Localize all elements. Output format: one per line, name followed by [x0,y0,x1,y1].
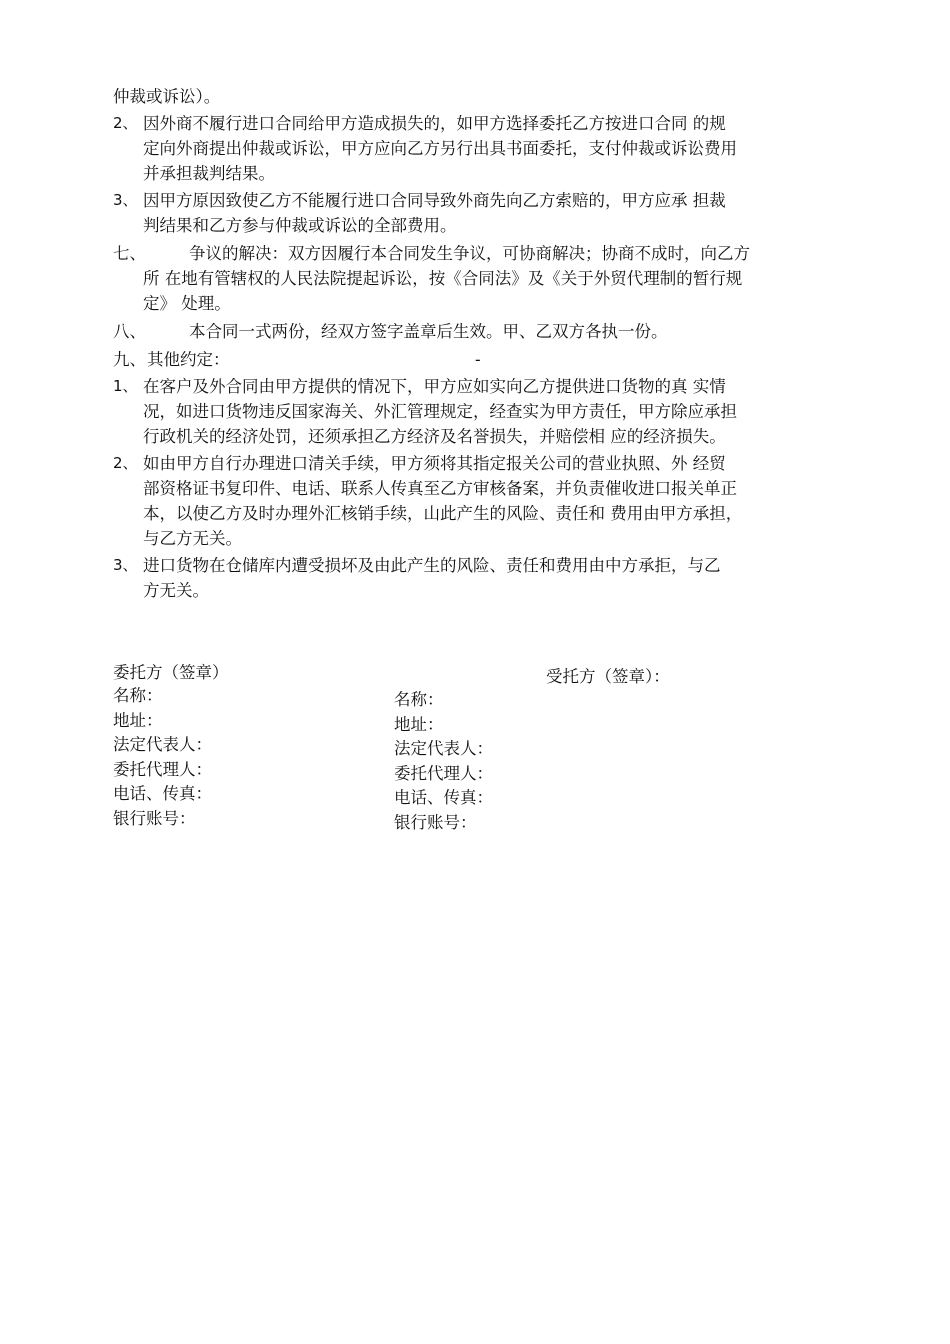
clause-line: 因外商不履行进口合同给甲方造成损失的，如甲方选择委托乙方按进口合同 的规 [143,114,726,133]
section-number: 九、 [113,350,146,369]
clause-line: 定向外商提出仲裁或诉讼，甲方应向乙方另行出具书面委托，支付仲裁或诉讼费用 [143,139,737,158]
clause-line: 如由甲方自行办理进口清关手续，甲方须将其指定报关公司的营业执照、外 经贸 [143,454,726,473]
section-line: 争议的解决：双方因履行本合同发生争议，可协商解决；协商不成时，向乙方 [189,244,750,263]
clause-line: 本，以使乙方及时办理外汇核销手续，山此产生的风险、责任和 费用由甲方承担， [143,504,743,523]
clause-line: 并承担裁判结果。 [143,164,275,183]
clause-number: 3、 [113,191,138,209]
clause-line: 行政机关的经济处罚，还须承担乙方经济及名誉损失，并赔偿相 应的经济损失。 [143,427,726,446]
party-b-title: 受托方（签章）： [546,667,670,686]
clause-line: 在客户及外合同由甲方提供的情况下，甲方应如实向乙方提供进口货物的真 实情 [143,377,726,396]
section-8-copies [113,319,848,344]
section-number: 七、 [113,244,146,263]
party-a-fields [113,684,212,831]
clause-number: 1、 [113,377,138,395]
party-a-name-field: 名称： [113,686,163,705]
contract-body [113,84,848,603]
signature-block [113,660,848,840]
party-b-address-field: 地址： [394,714,444,734]
clause-number: 3、 [113,556,138,574]
section-line: 本合同一式两份，经双方签字盖章后生效。甲、乙双方各执一份。 [189,322,668,341]
other-item-1 [113,374,848,449]
party-a-bank-account-field: 银行账号： [113,808,196,828]
party-a-legal-rep-field: 法定代表人： [113,735,212,754]
section-line: 定》 处理。 [143,294,231,313]
section-line: 所 在地有管辖权的人民法院提起诉讼，按《合同法》及《关于外贸代理制的暂行规 [143,269,743,288]
party-b-phone-fax-field: 电话、传真： [394,788,493,807]
section-number: 八、 [113,322,146,341]
clause-number: 2、 [113,114,138,132]
clause-line: 方无关。 [143,581,209,600]
party-a-address-field: 地址： [113,710,163,730]
party-b-legal-rep-field: 法定代表人： [394,739,493,758]
clause-number: 2、 [113,454,138,472]
clause-line: 因甲方原因致使乙方不能履行进口合同导致外商先向乙方索赔的，甲方应承 担裁 [143,191,726,210]
clause-item-3 [113,188,848,238]
party-b-fields [394,688,493,835]
section-9-other [113,347,848,372]
clause-line: 部资格证书复印件、电话、联系人传真至乙方审核备案，并负责催收进口报关单正 [143,479,737,498]
party-a-title: 委托方（签章） [113,663,229,682]
clause-line: 进口货物在仓储库内遭受损坏及由此产生的风险、责任和费用由中方承拒，与乙 [143,556,721,575]
section-line: 其他约定： [147,350,230,369]
clause-line: 与乙方无关。 [143,529,242,548]
clause-item-2 [113,111,848,186]
party-b-bank-account-field: 银行账号： [394,812,477,832]
intro-line: 仲裁或诉讼）。 [113,87,221,106]
clause-line: 判结果和乙方参与仲裁或诉讼的全部费用。 [143,216,457,235]
party-b-agent-field: 委托代理人： [394,763,493,783]
party-a-phone-fax-field: 电话、传真： [113,784,212,803]
party-b-name-field: 名称： [394,690,444,709]
other-item-2 [113,451,848,551]
section-7-dispute [113,241,848,316]
party-a-agent-field: 委托代理人： [113,759,212,779]
other-item-3 [113,553,848,603]
clause-line: 况，如进口货物违反国家海关、外汇管理规定，经查实为甲方责任，甲方除应承担 [143,402,737,421]
blank-dash: - [475,350,481,369]
